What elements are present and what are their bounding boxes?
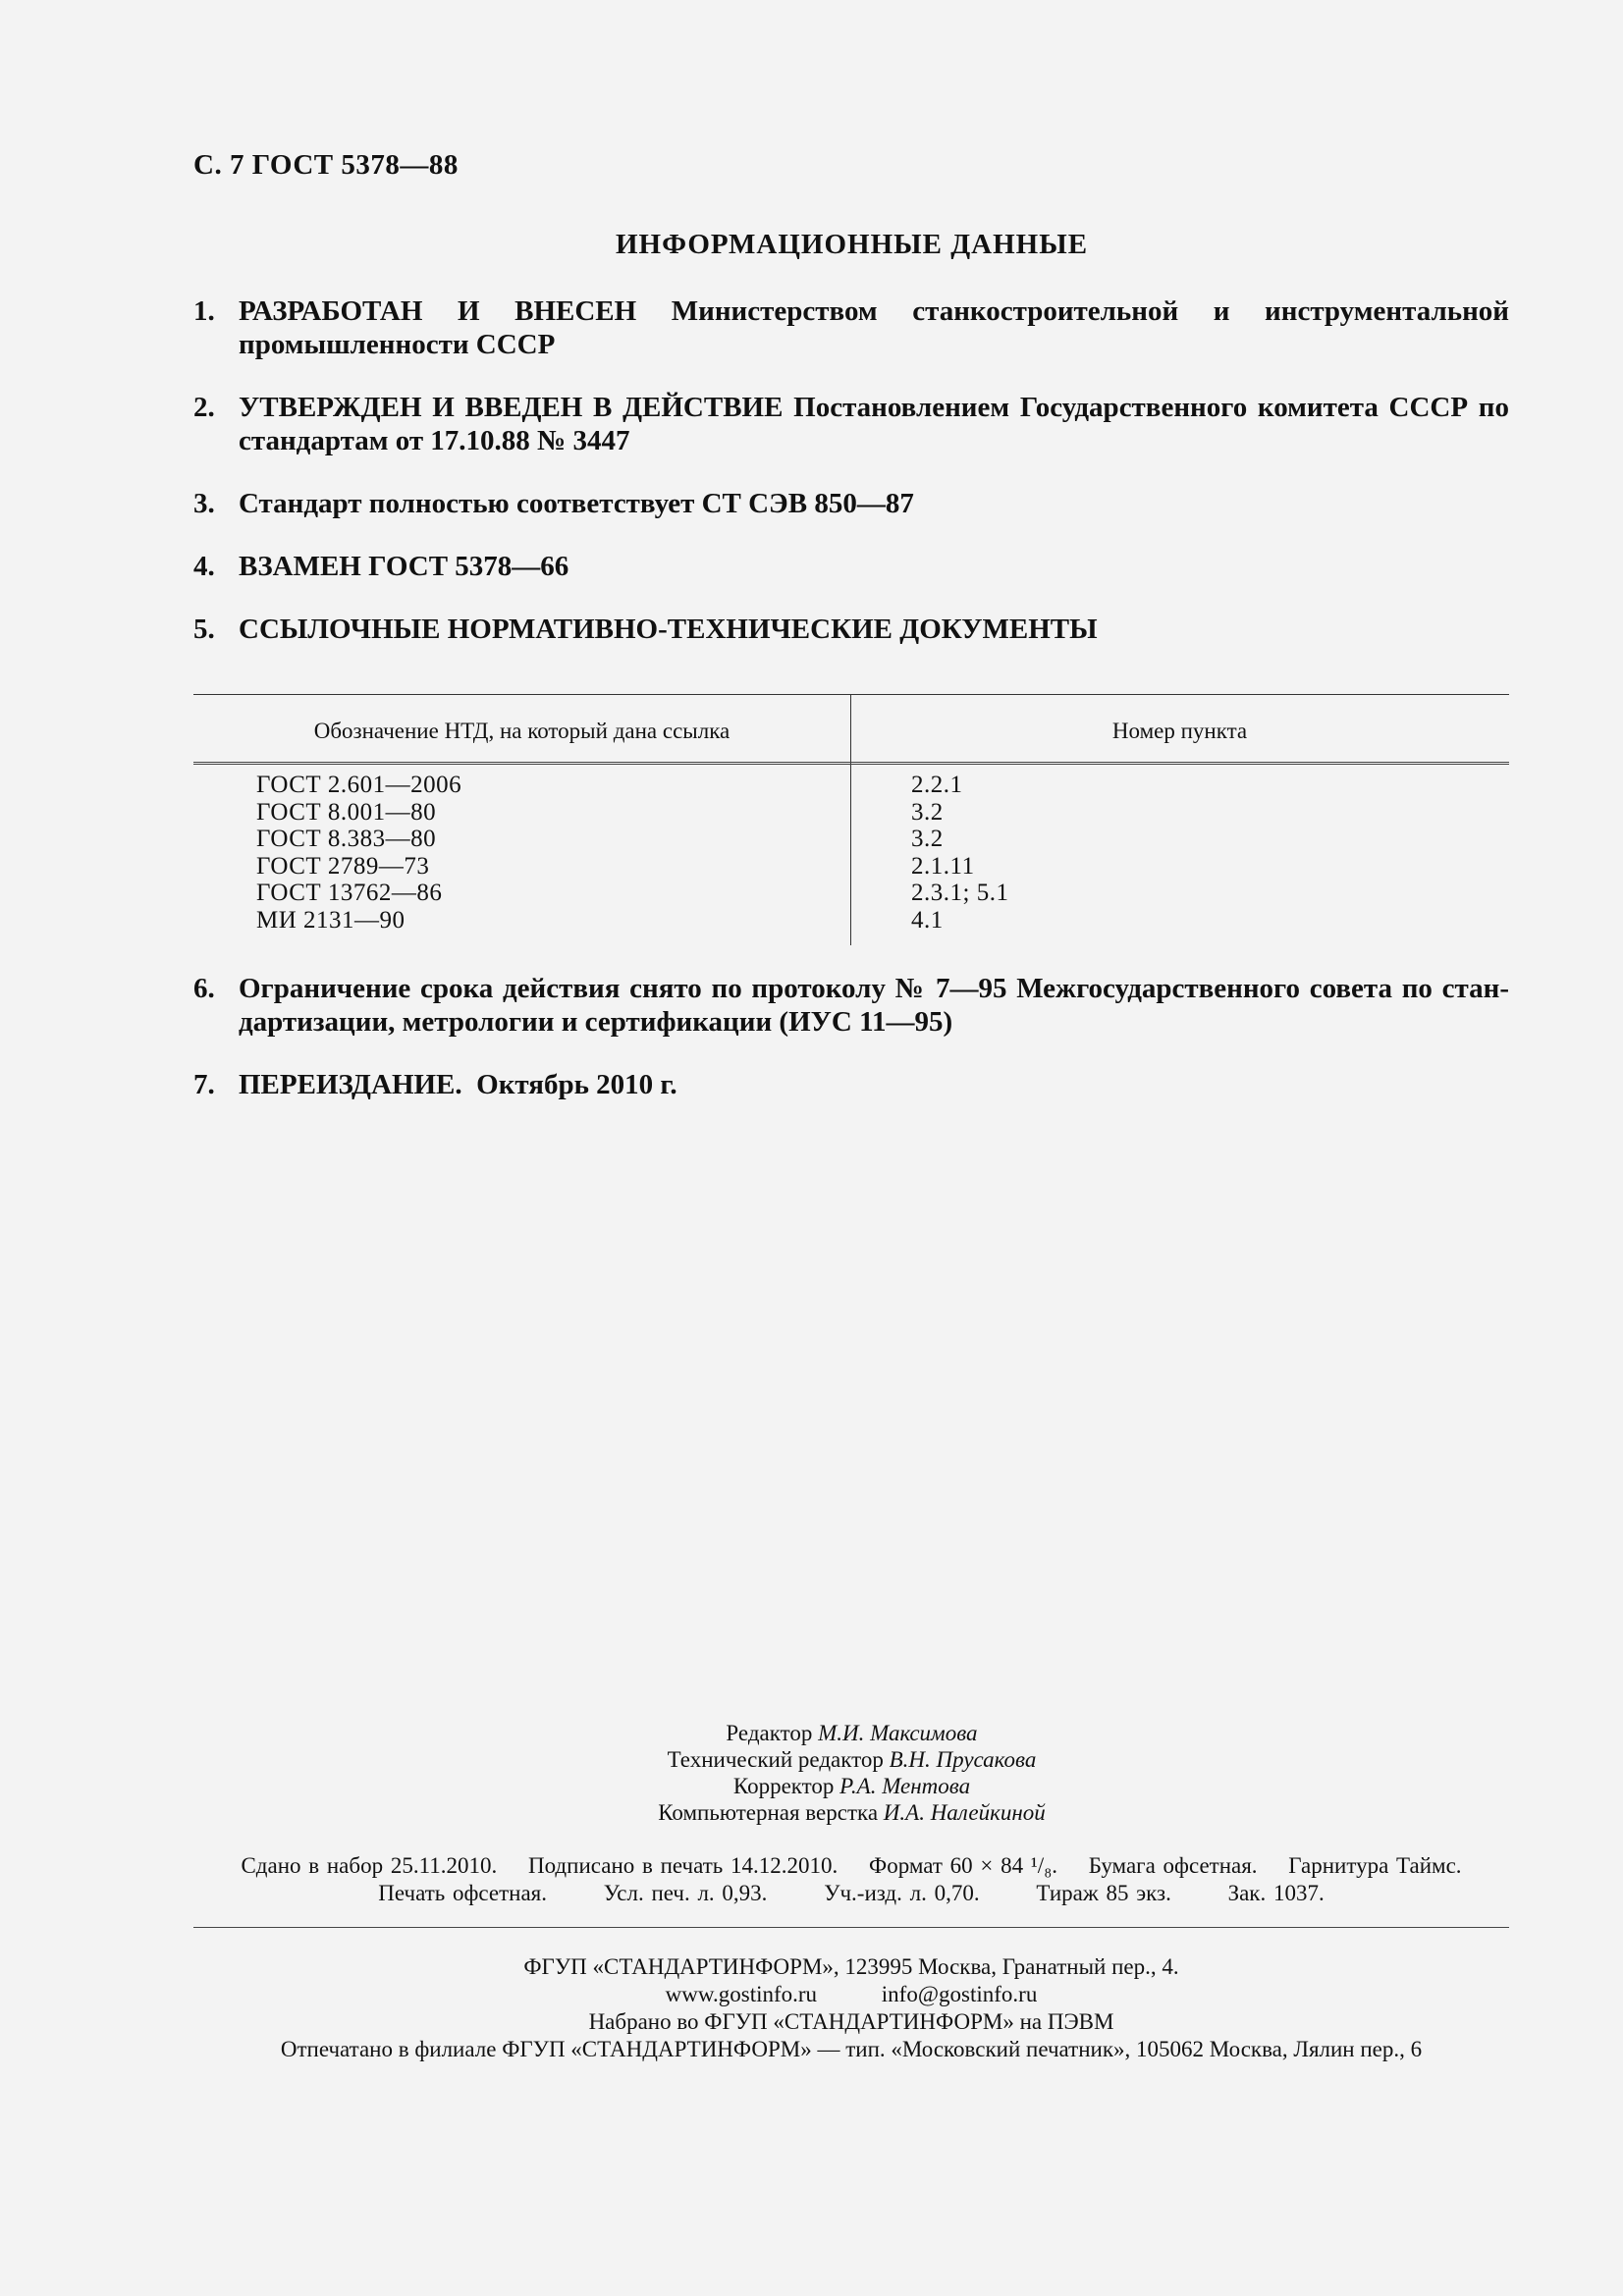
credit-role: Компьютерная верстка	[658, 1800, 879, 1825]
section-title: ИНФОРМАЦИОННЫЕ ДАННЫЕ	[615, 229, 1089, 260]
item-number: 3.	[193, 488, 215, 519]
print-detail: Бумага офсетная.	[1088, 1853, 1258, 1878]
item-number: 5.	[193, 614, 215, 645]
info-items-list	[193, 294, 1509, 646]
info-item-2	[193, 391, 1509, 457]
table-row	[193, 907, 1509, 934]
info-item-7	[193, 1068, 1509, 1101]
table-header-document: Обозначение НТД, на который дана ссылка	[313, 719, 730, 743]
publisher-address: ФГУП «СТАНДАРТИНФОРМ», 123995 Москва, Гранатный пер., 4.	[523, 1954, 1179, 1979]
clause-cell: 2.1.11	[911, 852, 975, 880]
print-detail: Зак. 1037.	[1227, 1881, 1325, 1905]
credit-line	[0, 1720, 1623, 1746]
info-item-4	[193, 550, 1509, 583]
table-row	[193, 772, 1509, 799]
clause-cell: 2.3.1; 5.1	[911, 880, 1009, 906]
info-item-1	[193, 294, 1509, 361]
credit-role: Технический редактор	[667, 1747, 884, 1772]
item-text: ССЫЛОЧНЫЕ НОРМАТИВНО-ТЕХНИЧЕСКИЕ ДОКУМЕНТЫ	[239, 614, 1098, 645]
website-link[interactable]: www.gostinfo.ru	[665, 1982, 818, 2006]
info-items-list-continued	[193, 972, 1509, 1101]
print-detail: Уч.-изд. л. 0,70.	[824, 1881, 980, 1905]
item-number: 1.	[193, 295, 215, 327]
item-text: ВЗАМЕН ГОСТ 5378—66	[239, 551, 569, 582]
print-info-line-2	[193, 1880, 1509, 1907]
clause-cell: 3.2	[911, 798, 944, 826]
print-detail: Гарнитура Таймс.	[1288, 1853, 1462, 1878]
document-cell: МИ 2131—90	[256, 906, 406, 934]
credit-role: Корректор	[732, 1774, 835, 1798]
table-body	[193, 772, 1509, 934]
credit-name: И.А. Налейкиной	[883, 1800, 1046, 1825]
item-text: Стандарт полностью соответствует СТ СЭВ 850—87	[239, 488, 914, 519]
print-info	[193, 1852, 1509, 1907]
info-item-5	[193, 613, 1509, 646]
table-header-clause: Номер пункта	[1111, 719, 1248, 743]
printed-note: Отпечатано в филиале ФГУП «СТАНДАРТИНФОРМ» — тип. «Московский печатник», 105062 Москва, Лялин пер., 6	[280, 2037, 1423, 2061]
print-detail: Подписано в печать 14.12.2010.	[527, 1853, 839, 1878]
item-number: 2.	[193, 392, 215, 423]
publisher-contacts	[193, 1981, 1509, 2008]
item-number: 7.	[193, 1069, 215, 1100]
item-number: 6.	[193, 973, 215, 1004]
print-detail: Печать офсетная.	[378, 1881, 547, 1905]
document-cell: ГОСТ 2.601—2006	[256, 772, 462, 798]
item-text: Ограничение срока действия снято по протоколу № 7—95 Межгосударственного совета по стандартизации, метрологии и сертификации (ИУС 11—95)	[239, 973, 1509, 1038]
header-divider	[193, 762, 1509, 765]
page-header: С. 7 ГОСТ 5378—88	[193, 149, 459, 181]
credit-line	[0, 1799, 1623, 1826]
item-text: РАЗРАБОТАН И ВНЕСЕН Министерством станкостроительной и инструментальной промышленности СССР	[239, 295, 1509, 360]
document-cell: ГОСТ 2789—73	[256, 852, 430, 880]
credit-line	[0, 1746, 1623, 1773]
print-detail: Тираж 85 экз.	[1036, 1881, 1171, 1905]
document-cell: ГОСТ 8.001—80	[256, 798, 437, 826]
credit-line	[0, 1773, 1623, 1799]
editorial-credits	[0, 1720, 1623, 1826]
reference-documents-table	[193, 694, 1509, 945]
typeset-note: Набрано во ФГУП «СТАНДАРТИНФОРМ» на ПЭВМ	[588, 2009, 1114, 2034]
table-row	[193, 799, 1509, 827]
footer-divider	[193, 1927, 1509, 1928]
credit-role: Редактор	[726, 1721, 813, 1745]
print-detail: Формат 60 × 84 ¹/₈.	[869, 1853, 1057, 1878]
table-row	[193, 853, 1509, 881]
credit-name: М.И. Максимова	[818, 1721, 978, 1745]
info-item-6	[193, 972, 1509, 1039]
email-link[interactable]: info@gostinfo.ru	[881, 1982, 1038, 2006]
credit-name: В.Н. Прусакова	[889, 1747, 1037, 1772]
credit-name: Р.А. Ментова	[839, 1774, 971, 1798]
print-info-line-1	[193, 1852, 1509, 1880]
print-detail: Усл. печ. л. 0,93.	[603, 1881, 768, 1905]
item-text: ПЕРЕИЗДАНИЕ. Октябрь 2010 г.	[239, 1069, 677, 1100]
document-cell: ГОСТ 13762—86	[256, 880, 443, 906]
table-row	[193, 880, 1509, 907]
table-row	[193, 826, 1509, 853]
document-cell: ГОСТ 8.383—80	[256, 826, 437, 852]
clause-cell: 2.2.1	[911, 772, 963, 798]
publisher-info	[193, 1953, 1509, 2063]
clause-cell: 3.2	[911, 826, 944, 852]
item-text: УТВЕРЖДЕН И ВВЕДЕН В ДЕЙСТВИЕ Постановлением Государственного комитета СССР по стандартам от 17.10.88 № 3447	[239, 392, 1509, 456]
clause-cell: 4.1	[911, 906, 944, 934]
item-number: 4.	[193, 551, 215, 582]
info-item-3	[193, 487, 1509, 520]
print-detail: Сдано в набор 25.11.2010.	[241, 1853, 498, 1878]
